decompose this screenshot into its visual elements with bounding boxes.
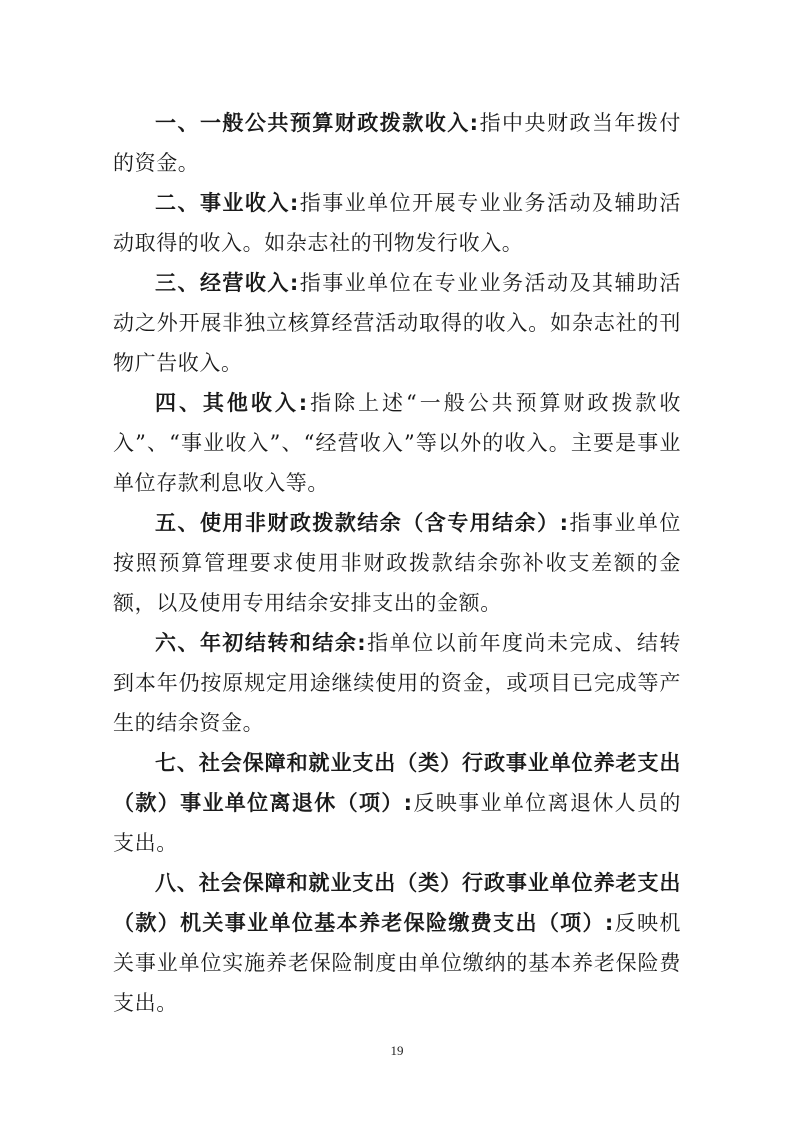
page-number: 19 <box>390 1043 404 1058</box>
document-body <box>113 103 681 1023</box>
entry-business-income <box>113 183 681 263</box>
entry-text: 指事业单位在专业业务活动及其辅助活动之外开展非独立核算经营活动取得的收入。如杂志社的刊物广告收入。 <box>113 271 681 375</box>
entry-term: 七、社会保障和就业支出（类）行政事业单位养老支出（款）事业单位离退休（项）: <box>113 751 681 815</box>
entry-general-budget-appropriation <box>113 103 681 183</box>
entry-text: 指事业单位按照预算管理要求使用非财政拨款结余弥补收支差额的金额，以及使用专用结余安排支出的金额。 <box>113 511 682 615</box>
entry-term: 四、其他收入: <box>155 391 308 415</box>
entry-term: 六、年初结转和结余: <box>155 631 367 655</box>
entry-term: 五、使用非财政拨款结余（含专用结余）: <box>155 511 569 535</box>
entry-term: 三、经营收入: <box>155 271 299 295</box>
entry-term: 一、一般公共预算财政拨款收入: <box>155 111 479 135</box>
entry-text: 反映事业单位离退休人员的支出。 <box>113 791 682 855</box>
entry-other-income <box>113 383 681 503</box>
entry-text: 指单位以前年度尚未完成、结转到本年仍按原规定用途继续使用的资金，或项目已完成等产生的结余资金。 <box>113 631 681 735</box>
entry-pension-insurance-expenditure <box>113 863 681 1023</box>
entry-text: 指除上述“一般公共预算财政拨款收入”、“事业收入”、“经营收入”等以外的收入。主要是事业单位存款利息收入等。 <box>113 391 681 495</box>
entry-operating-income <box>113 263 681 383</box>
entry-non-fiscal-balance <box>113 503 681 623</box>
entry-retirement-expenditure <box>113 743 681 863</box>
entry-text: 反映机关事业单位实施养老保险制度由单位缴纳的基本养老保险费支出。 <box>113 911 681 1015</box>
entry-text: 指事业单位开展专业业务活动及辅助活动取得的收入。如杂志社的刊物发行收入。 <box>113 191 681 255</box>
entry-term: 八、社会保障和就业支出（类）行政事业单位养老支出（款）机关事业单位基本养老保险缴费支出（项）: <box>113 871 681 935</box>
entry-carryover-balance <box>113 623 681 743</box>
entry-text: 指中央财政当年拨付的资金。 <box>113 111 681 175</box>
entry-term: 二、事业收入: <box>155 191 299 215</box>
